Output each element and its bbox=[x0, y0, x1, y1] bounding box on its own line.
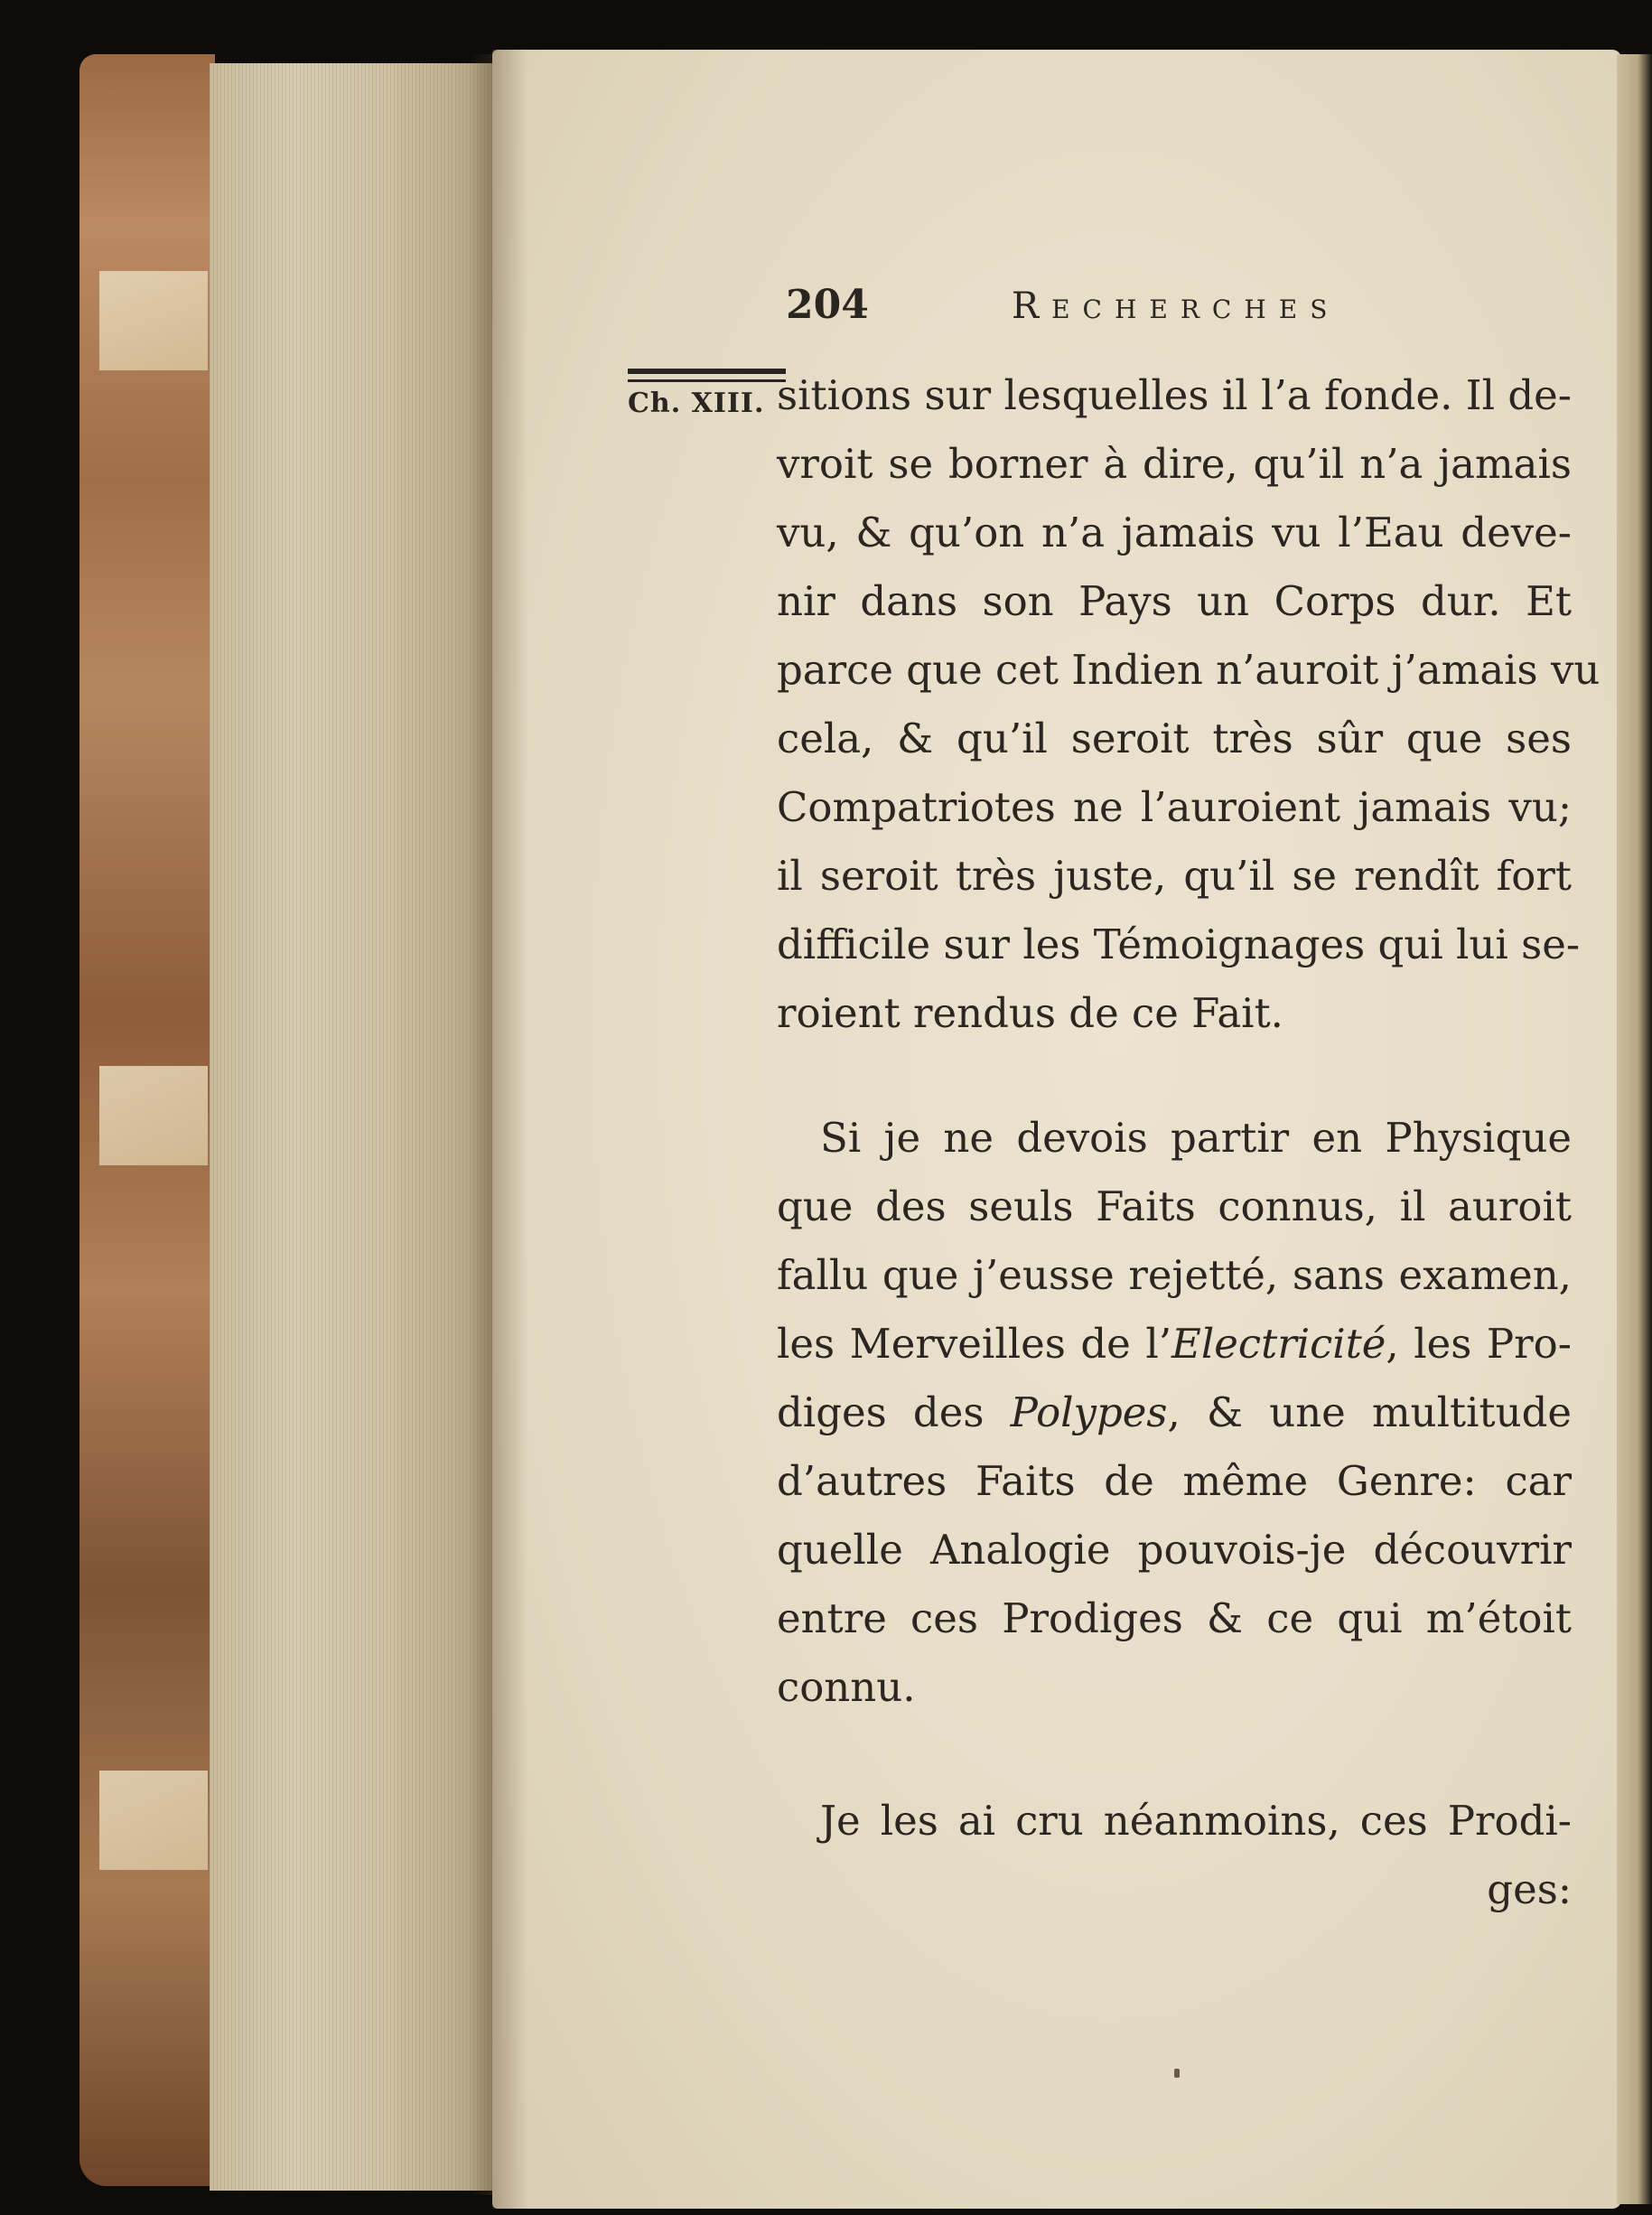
running-head bbox=[786, 282, 1418, 336]
chapter-margin-note bbox=[628, 369, 786, 419]
text-line bbox=[777, 1310, 1572, 1379]
text-line: roient rendus de ce Fait. bbox=[777, 989, 1283, 1037]
page-edges bbox=[210, 63, 497, 2191]
text-line: nir dans son Pays un Corps dur. Et bbox=[777, 577, 1572, 625]
text-line: que des seuls Faits connus, il auroit bbox=[777, 1182, 1572, 1230]
text-line: Compatriotes ne l’auroient jamais vu; bbox=[777, 783, 1572, 831]
text-run: les Merveilles de l’ bbox=[777, 1320, 1172, 1368]
body-text bbox=[777, 361, 1601, 1924]
italic-term: Electricité bbox=[1171, 1320, 1386, 1368]
page-gutter-shadow bbox=[492, 50, 528, 2209]
running-title: Recherches bbox=[1012, 285, 1340, 327]
text-line: connu. bbox=[777, 1663, 916, 1711]
text-run: , les Pro- bbox=[1386, 1320, 1572, 1368]
text-line: vroit se borner à dire, qu’il n’a jamais bbox=[777, 440, 1572, 488]
cover-band bbox=[99, 1771, 208, 1870]
margin-rule bbox=[628, 369, 786, 374]
text-run: , & une multitude bbox=[1167, 1388, 1573, 1436]
text-line: quelle Analogie pouvois-je découvrir bbox=[777, 1526, 1572, 1574]
catchword: ges: bbox=[1487, 1865, 1572, 1913]
paragraph-gap bbox=[777, 1722, 1572, 1787]
right-page-edge bbox=[1617, 54, 1652, 2204]
text-line: parce que cet Indien n’auroit j’amais vu bbox=[777, 646, 1601, 694]
text-line: d’autres Faits de même Genre: car bbox=[777, 1457, 1572, 1505]
text-line: Si je ne devois partir en Physique bbox=[820, 1114, 1572, 1162]
text-line: vu, & qu’on n’a jamais vu l’Eau deve- bbox=[777, 509, 1572, 556]
text-line: sitions sur lesquelles il l’a fonde. Il de- bbox=[777, 371, 1572, 419]
text-line: cela, & qu’il seroit très sûr que ses bbox=[777, 715, 1572, 762]
text-line bbox=[777, 1379, 1572, 1447]
text-line: fallu que j’eusse rejetté, sans examen, bbox=[777, 1251, 1572, 1299]
paragraph-gap bbox=[777, 1048, 1572, 1104]
italic-term: Polypes bbox=[1010, 1388, 1168, 1436]
text-run: diges des bbox=[777, 1388, 1011, 1436]
cover-band bbox=[99, 1066, 208, 1165]
page-number: 204 bbox=[786, 282, 869, 328]
chapter-label: Ch. XIII. bbox=[628, 388, 765, 419]
paper-speck bbox=[1174, 2069, 1180, 2078]
text-line: il seroit très juste, qu’il se rendît fort bbox=[777, 852, 1572, 900]
text-line: entre ces Prodiges & ce qui m’étoit bbox=[777, 1594, 1572, 1642]
cover-band bbox=[99, 271, 208, 370]
text-line: difficile sur les Témoignages qui lui se- bbox=[777, 921, 1581, 968]
text-line: Je les ai cru néanmoins, ces Prodi- bbox=[820, 1797, 1572, 1845]
margin-rule bbox=[628, 379, 786, 382]
